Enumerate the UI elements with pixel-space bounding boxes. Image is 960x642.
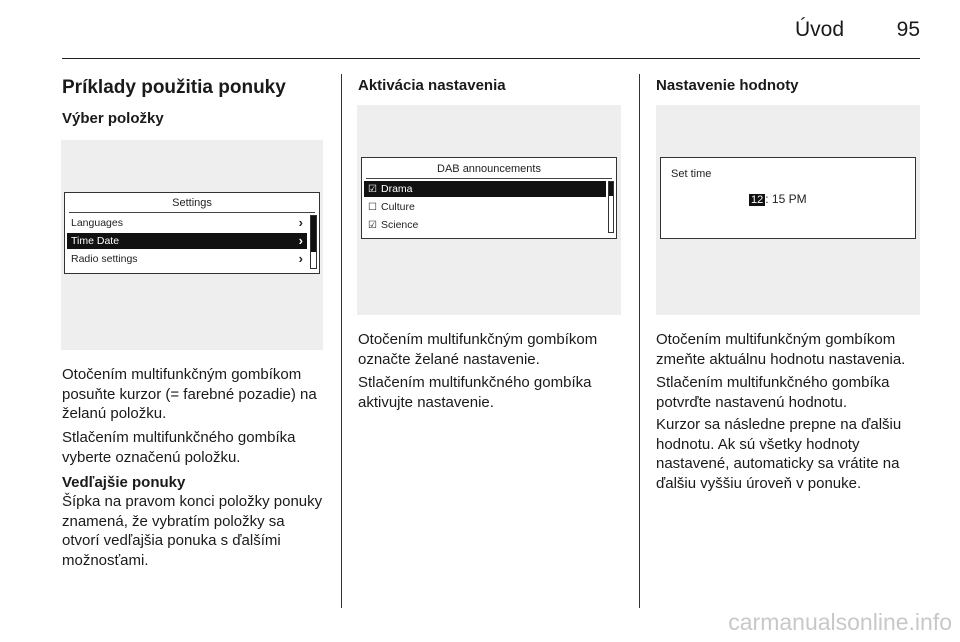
- option-culture[interactable]: [364, 199, 606, 215]
- settings-screen-figure: [61, 140, 323, 350]
- screen-title-underline: [366, 178, 612, 179]
- chevron-right-icon: ›: [298, 233, 303, 248]
- time-value: [749, 192, 807, 206]
- scrollbar-thumb[interactable]: [609, 182, 613, 196]
- menu-item-label: Time Date: [71, 235, 120, 247]
- subsection-title-submenus: Vedľajšie ponuky: [62, 474, 186, 491]
- option-drama[interactable]: [364, 181, 606, 197]
- menu-item-time-date[interactable]: [67, 233, 307, 249]
- paragraph-rotate-knob: Otočením multifunkčným gombíkom posuňte kurzor (= farebné pozadie) na želanú položku.: [62, 366, 317, 422]
- menu-item-languages[interactable]: [67, 215, 307, 231]
- dab-screen: [361, 157, 617, 239]
- checkbox-unchecked-icon: ☐: [368, 202, 377, 213]
- paragraph-rotate-knob: Otočením multifunkčným gombíkom zmeňte aktuálnu hodnotu nastavenia.: [656, 331, 906, 368]
- option-label: Science: [381, 219, 419, 231]
- dab-screen-title: DAB announcements: [437, 163, 541, 175]
- paragraph-press-knob: Stlačením multifunkčného gombíka aktivujte nastavenie.: [358, 374, 592, 411]
- set-time-screen-title: Set time: [671, 168, 712, 180]
- header-divider: [62, 58, 920, 59]
- settings-screen-title: Settings: [172, 197, 212, 209]
- page-number: 95: [896, 18, 920, 41]
- column-divider-2: [639, 74, 640, 608]
- watermark: carmanualsonline.info: [728, 609, 952, 635]
- chevron-right-icon: ›: [298, 251, 303, 266]
- option-science[interactable]: [364, 217, 606, 233]
- menu-item-label: Radio settings: [71, 253, 138, 265]
- set-time-screen-figure: [656, 105, 920, 315]
- section-title: Príklady použitia ponuky: [62, 77, 286, 98]
- subsection-title-set-value: Nastavenie hodnoty: [656, 77, 799, 94]
- paragraph-press-knob: Stlačením multifunkčného gombíka vyberte označenú položku.: [62, 429, 296, 466]
- scrollbar[interactable]: [310, 215, 317, 269]
- checkbox-checked-icon: ☑: [368, 220, 377, 231]
- option-label: Culture: [381, 201, 415, 213]
- checkbox-checked-icon: ☑: [368, 184, 377, 195]
- menu-item-radio-settings[interactable]: [67, 251, 307, 267]
- dab-screen-figure: [357, 105, 621, 315]
- subsection-title-select-item: Výber položky: [62, 110, 164, 127]
- subsection-title-activate-setting: Aktivácia nastavenia: [358, 77, 506, 94]
- screen-title-underline: [69, 212, 315, 213]
- paragraph-submenus: Šípka na pravom konci položky ponuky znamená, že vybratím položky sa otvorí vedľajšia ponuka s ďalšími možnosťami.: [62, 493, 323, 569]
- menu-item-label: Languages: [71, 217, 123, 229]
- paragraph-cursor-next: Kurzor sa následne prepne na ďalšiu hodnotu. Ak sú všetky hodnoty nastavené, automaticky sa vrátite na ďalšiu vyššiu úroveň v ponuke.: [656, 416, 902, 492]
- paragraph-rotate-knob: Otočením multifunkčným gombíkom označte želané nastavenie.: [358, 331, 598, 368]
- column-divider-1: [341, 74, 342, 608]
- option-label: Drama: [381, 183, 413, 195]
- settings-screen: [64, 192, 320, 274]
- scrollbar-thumb[interactable]: [311, 216, 316, 252]
- time-remainder: : 15 PM: [765, 192, 807, 206]
- paragraph-press-knob: Stlačením multifunkčného gombíka potvrďte nastavenú hodnotu.: [656, 374, 890, 411]
- section-header-title: Úvod: [795, 18, 845, 41]
- chevron-right-icon: ›: [298, 215, 303, 230]
- set-time-screen: [660, 157, 916, 239]
- scrollbar[interactable]: [608, 181, 614, 233]
- hour-field[interactable]: 12: [751, 194, 764, 206]
